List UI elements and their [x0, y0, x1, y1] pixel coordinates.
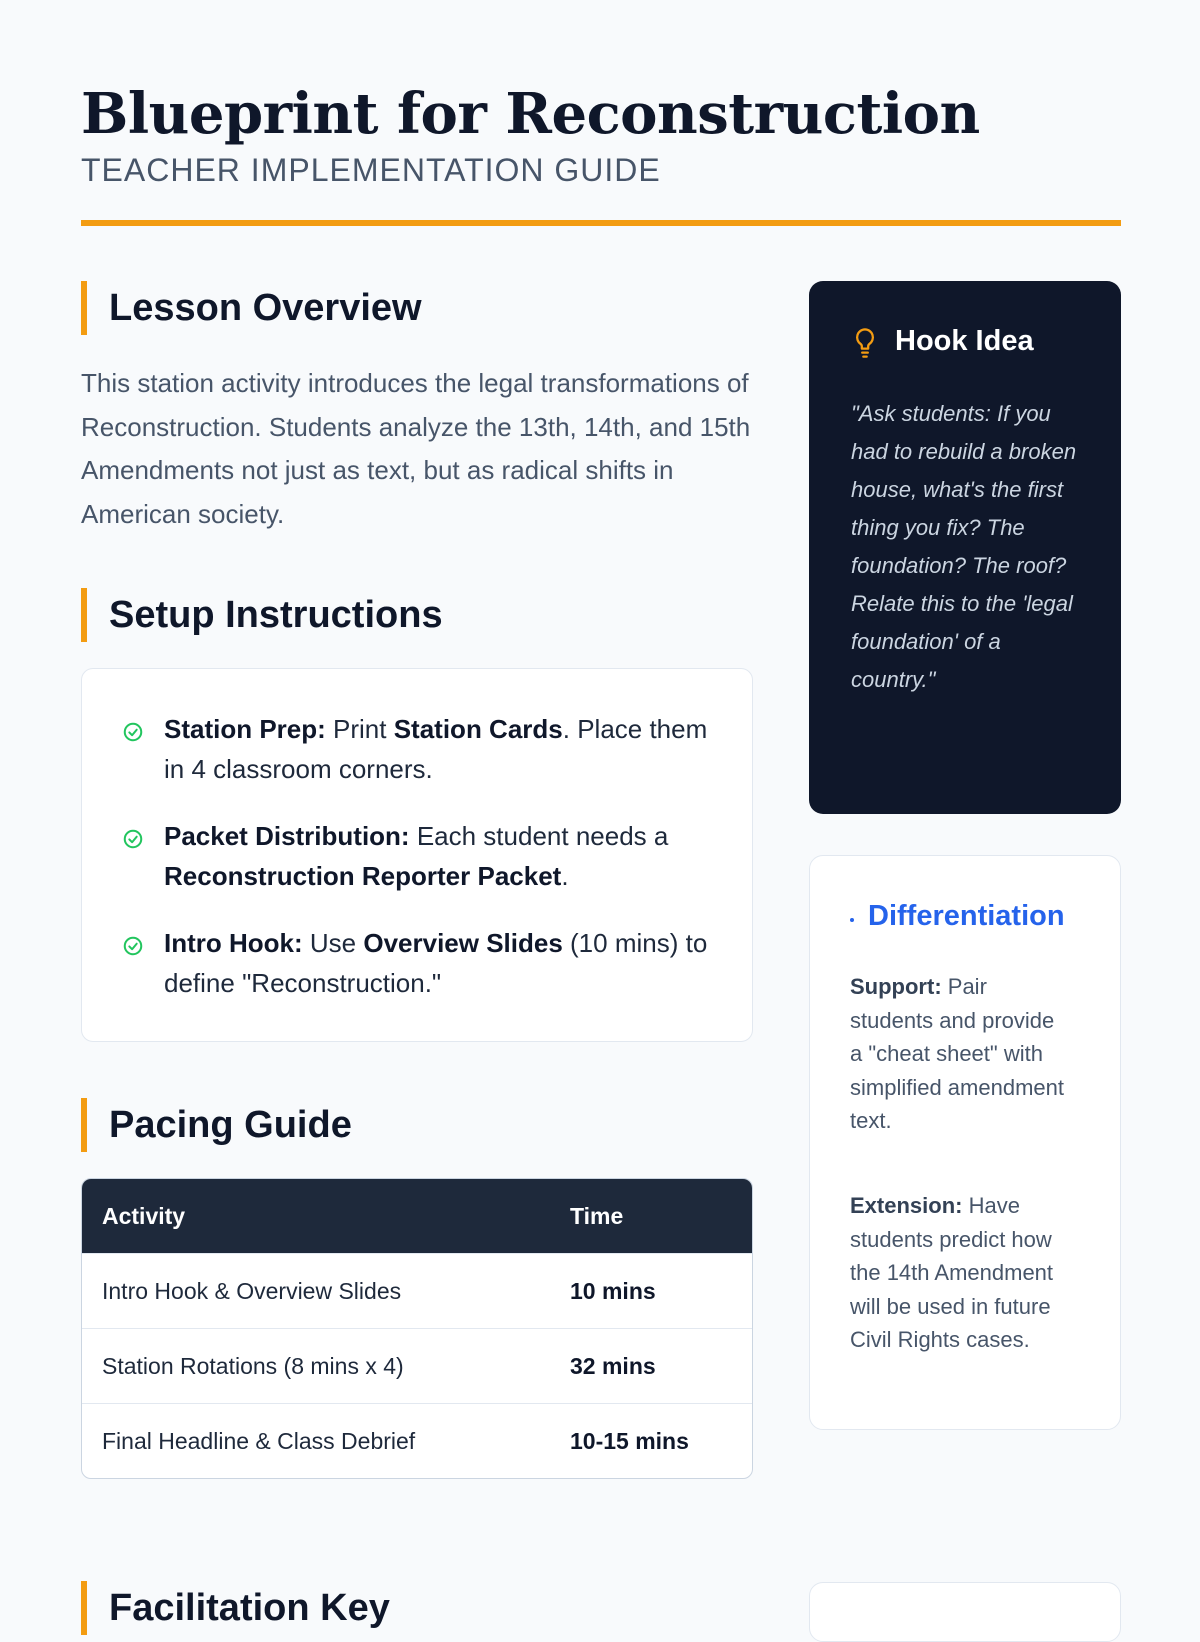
setup-instructions-heading: Setup Instructions: [81, 588, 443, 642]
setup-item: Packet Distribution: Each student needs a Reconstruction Reporter Packet.: [122, 816, 722, 896]
check-circle-icon: [122, 721, 144, 743]
differentiation-card: [809, 855, 1121, 1430]
time-cell: 32 mins: [550, 1329, 752, 1404]
setup-card: [81, 668, 753, 1042]
lesson-overview-heading: Lesson Overview: [81, 281, 422, 335]
facilitation-side-card: [809, 1582, 1121, 1642]
support-paragraph: [850, 970, 1070, 1138]
time-cell: 10 mins: [550, 1254, 752, 1329]
page-subtitle: TEACHER IMPLEMENTATION GUIDE: [81, 152, 661, 188]
time-cell: 10-15 mins: [550, 1404, 752, 1479]
pacing-guide-heading: Pacing Guide: [81, 1098, 352, 1152]
facilitation-key-heading: Facilitation Key: [81, 1581, 390, 1635]
table-row: [82, 1329, 752, 1404]
setup-item-label: Packet Distribution:: [164, 821, 410, 851]
setup-item: Station Prep: Print Station Cards. Place them in 4 classroom corners.: [122, 709, 722, 789]
setup-item-label: Station Prep:: [164, 714, 326, 744]
hook-idea-card: [809, 281, 1121, 814]
column-header-time: Time: [550, 1179, 752, 1254]
page-title: Blueprint for Reconstruction: [81, 81, 980, 147]
check-circle-icon: [122, 828, 144, 850]
lesson-overview-text: This station activity introduces the legal transformations of Reconstruction. Students analyze the 13th, 14th, and 15th Amendments not just as text, but as radical shifts in American society.: [81, 368, 751, 529]
hook-idea-quote: "Ask students: If you had to rebuild a broken house, what's the first thing you fix? The foundation? The roof? Relate this to the 'legal foundation' of a country.": [851, 401, 1077, 692]
table-header-row: [82, 1179, 752, 1254]
pacing-table: [81, 1178, 753, 1479]
support-label: Support:: [850, 974, 942, 999]
table-row: [82, 1254, 752, 1329]
activity-cell: Station Rotations (8 mins x 4): [82, 1329, 550, 1404]
activity-cell: Final Headline & Class Debrief: [82, 1404, 550, 1479]
hook-idea-title: Hook Idea: [895, 325, 1034, 357]
extension-text: Have students predict how the 14th Amendment will be used in future Civil Rights cases.: [850, 1193, 1054, 1352]
setup-item: Intro Hook: Use Overview Slides (10 mins) to define "Reconstruction.": [122, 923, 722, 1003]
extension-paragraph: [850, 1189, 1070, 1357]
column-header-activity: Activity: [82, 1179, 550, 1254]
setup-item-label: Intro Hook:: [164, 928, 303, 958]
title-divider: [81, 220, 1121, 226]
extension-label: Extension:: [850, 1193, 963, 1218]
check-circle-icon: [122, 935, 144, 957]
bullet-dot-icon: [850, 918, 854, 922]
table-row: [82, 1404, 752, 1479]
activity-cell: Intro Hook & Overview Slides: [82, 1254, 550, 1329]
support-text: Pair students and provide a "cheat sheet" with simplified amendment text.: [850, 974, 1064, 1133]
differentiation-title: Differentiation: [868, 900, 1065, 932]
